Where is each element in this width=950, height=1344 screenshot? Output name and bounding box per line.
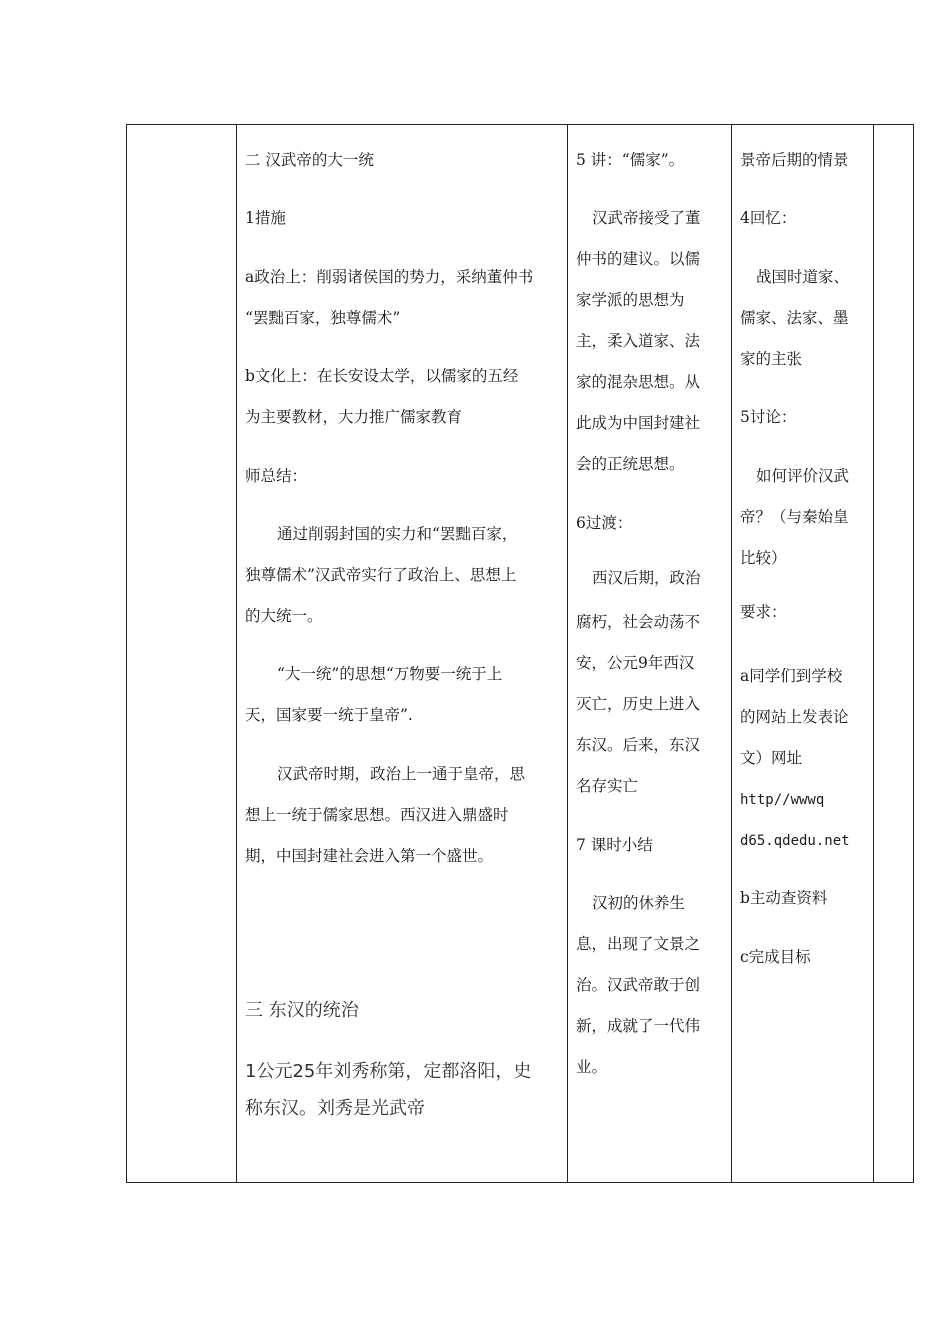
text-line: 家的主张 [740,350,803,368]
website-url: d65.qdedu.net [740,833,850,849]
text-line: a同学们到学校 [740,667,843,685]
text-line: 业。 [576,1058,608,1076]
text-line: 仲书的建议。以儒 [576,250,701,268]
text-line: 如何评价汉武 [756,467,850,485]
text-line: 独尊儒术”汉武帝实行了政治上、思想上 [245,566,517,584]
student-column [732,125,873,1182]
item-heading: 6过渡： [576,514,633,532]
text-line: 家学派的思想为 [576,291,685,309]
text-line: 为主要教材，大力推广儒家教育 [245,408,463,426]
text-line: 会的正统思想。 [576,455,685,473]
text-line: 儒家、法家、墨 [740,309,849,327]
item-heading: 5讨论： [740,408,797,426]
text-line: 汉武帝时期，政治上一通于皇帝，思 [277,765,526,783]
content-column [237,125,567,1182]
text-line: 称东汉。刘秀是光武帝 [245,1098,425,1119]
text-line: 1公元25年刘秀称第，定都洛阳，史 [245,1061,532,1082]
text-line: 汉初的休养生 [592,894,686,912]
section-heading: 三 东汉的统治 [245,1000,359,1021]
text-line: “大一统”的思想“万物要一统于上 [277,665,503,683]
text-line: 东汉。后来，东汉 [576,736,701,754]
item-heading: 要求： [740,603,787,621]
text-line: 息，出现了文景之 [576,935,701,953]
text-line: 比较） [740,549,787,567]
text-line: 想上一统于儒家思想。西汉进入鼎盛时 [245,806,509,824]
text-line: 腐朽，社会动荡不 [576,613,701,631]
teacher-column [568,125,731,1182]
text-line: c完成目标 [740,948,811,966]
text-line: “罢黜百家，独尊儒术” [245,309,401,327]
text-line: 文）网址 [740,749,803,767]
text-line: 安，公元9年西汉 [576,654,695,672]
text-line: 景帝后期的情景 [740,151,849,169]
text-line: 名存实亡 [576,777,639,795]
text-line: 天，国家要一统于皇帝”. [245,706,413,724]
text-line: 此成为中国封建社 [576,414,701,432]
text-line: 灭亡，历史上进入 [576,695,701,713]
item-heading: 4回忆： [740,209,797,227]
text-line: a政治上：削弱诸侯国的势力，采纳董仲书 [245,268,534,286]
text-line: 新，成就了一代伟 [576,1017,701,1035]
text-line: 帝？（与秦始皇 [740,508,849,526]
text-line: 的网站上发表论 [740,708,849,726]
text-line: 治。汉武帝敢于创 [576,976,701,994]
text-line: 的大统一。 [245,607,323,625]
column-divider [873,125,874,1182]
subheading: 1措施 [245,209,286,227]
text-line: 期，中国封建社会进入第一个盛世。 [245,847,494,865]
text-line: 通过削弱封国的实力和“罢黜百家， [277,525,518,543]
summary-label: 师总结： [245,467,308,485]
website-url: http//wwwq [740,792,825,808]
text-line: 战国时道家、 [756,268,850,286]
section-heading: 二 汉武帝的大一统 [245,151,374,169]
text-line: b主动查资料 [740,889,828,907]
item-heading: 7 课时小结 [576,836,653,854]
text-line: 西汉后期，政治 [592,569,701,587]
text-line: 家的混杂思想。从 [576,373,701,391]
text-line: b文化上：在长安设太学，以儒家的五经 [245,367,519,385]
text-line: 汉武帝接受了董 [592,209,701,227]
item-heading: 5 讲：“儒家”。 [576,151,685,169]
lesson-table [126,124,914,1183]
text-line: 主，柔入道家、法 [576,332,701,350]
